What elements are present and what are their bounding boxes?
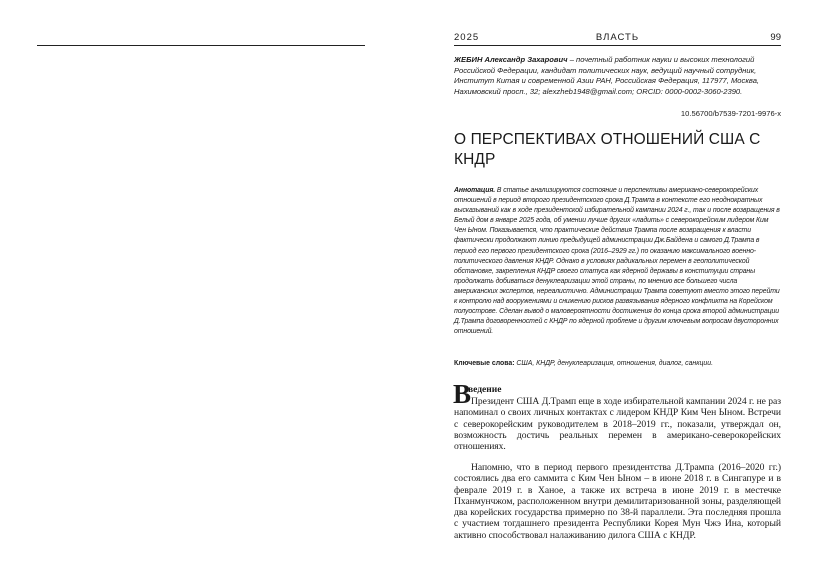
keywords-label: Ключевые слова: xyxy=(454,360,515,367)
abstract xyxy=(454,186,781,337)
abstract-text: В статье анализируются состояние и перспективы американо-северокорейских отношений в период второго президентского срока Д.Трампа в контексте его неоднократных высказываний как в ходе президентской избирательной кампании 2024 г., так и после возвращения в Белый дом в январе 2025 года, об умении лучше других «ладить» с северокорейским лидером Ким Чен Ыном. Показывается, что практические действия Трампа после возвращения к власти фактически продолжают линию предыдущей администрации Дж.Байдена и самого Д.Трампа в период его первого президентского срока (2016–2929 гг.) по оказанию максимального военно-политического давления КНДР. Однако в условиях радикальных перемен в геополитической обстановке, закрепления КНДР своего статуса как ядерной державы в конституции страны продолжать добиваться денуклеаризации этой страны, по мнению все большего числа американских экспертов, нереалистично. Администрации Трампа советуют вместо этого перейти к контролю над вооружениями и снижению рисков развязывания ядерного конфликта на Корейском полуострове. Сделан вывод о маловероятности достижения до конца срока второй администрации Д.Трампа договоренностей с КНДР по ядерной проблеме и другим ключевым вопросам двусторонних отношений. xyxy=(454,187,780,336)
abstract-label: Аннотация. xyxy=(454,187,496,194)
keywords xyxy=(454,359,781,369)
body-paragraph-1: Президент США Д.Трамп еще в ходе избирательной кампании 2024 г. не раз напоминал о своих личных контактах с лидером КНДР Ким Чен Ыном. Встречи с северокорейским руководителем в 2018–2019 гг., показали, утверждал он, возможность достичь реальных перемен в американо-северокорейских отношениях. xyxy=(454,396,781,453)
section-title-rest: ведение xyxy=(468,385,502,395)
doi: 10.56700/b7539-7201-9976-x xyxy=(680,109,781,118)
dropcap: В xyxy=(453,379,472,409)
body-paragraph-2: Напомню, что в период первого президентства Д.Трампа (2016–2020 гг.) состоялись два его саммита с Ким Чен Ыном – в июне 2018 г. в Сингапуре и в феврале 2019 г. в Ханое, а также их встреча в июне 2019 г. в местечке Пханмунчжом, расположенном внутри демилитаризованной зоны, разделяющей два корейских государства примерно по 38-й параллели. Эта последняя прошла с участием тогдашнего президента Республики Корея Мун Чжэ Ина, который активно способствовал налаживанию дилога США с КНДР. xyxy=(454,462,781,541)
section-title xyxy=(454,384,501,396)
running-head-journal: ВЛАСТЬ xyxy=(595,32,640,43)
author-info xyxy=(454,55,781,97)
left-page-rule xyxy=(37,45,365,46)
running-head xyxy=(454,32,781,44)
author-name: ЖЕБИН Александр Захарович xyxy=(454,55,568,64)
header-rule xyxy=(454,45,781,46)
author-bio: – почетный работник науки и высоких технологий Российской Федерации, кандидат политических наук, ведущий научный сотрудник, Институт Китая и современной Азии РАН, Российская Федерация, 117977, Москва, Нахимовский просп., 32; alexzheb1948@gmail.com; ORCID: 0000-0002-3060-2390. xyxy=(454,55,760,96)
running-head-year: 2025 xyxy=(454,32,480,43)
page-number: 99 xyxy=(770,32,781,43)
keywords-value: США, КНДР, денуклеаризация, отношения, диалог, санкции. xyxy=(514,360,713,367)
article-title: О ПЕРСПЕКТИВАХ ОТНОШЕНИЙ США С КНДР xyxy=(454,131,761,168)
